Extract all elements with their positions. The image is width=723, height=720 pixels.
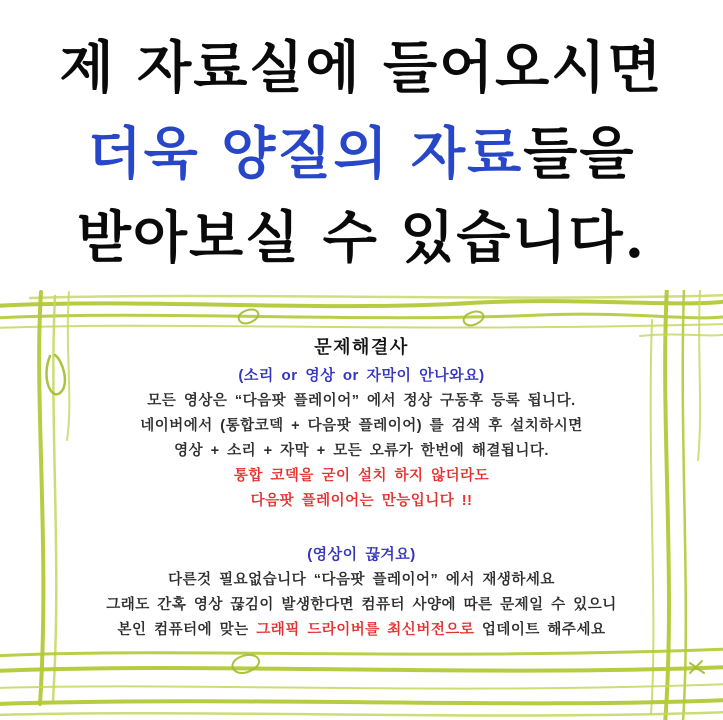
notice-title: 문제해결사 [314, 337, 409, 357]
section2-line-2: 그래도 간혹 영상 끊김이 발생한다면 컴퓨터 사양에 따른 문제일 수 있으니 [106, 597, 617, 613]
header-text [0, 0, 723, 290]
notice-content [0, 336, 723, 645]
section1-red-line-2: 다음팟 플레이어는 만능입니다 !! [250, 493, 473, 509]
header-line-1 [0, 24, 723, 104]
header-line-1-text: 제 자료실에 들어오시면 [59, 35, 664, 101]
section1-line-2: 네이버에서 (통합코덱 + 다음팟 플레이어) 를 검색 후 설치하시면 [140, 418, 583, 434]
header-line-2 [0, 110, 723, 190]
header-line-3 [0, 194, 723, 274]
section1-line-3: 영상 + 소리 + 자막 + 모든 오류가 한번에 해결됩니다. [174, 443, 549, 459]
section2-line-3-prefix: 본인 컴퓨터에 맞는 [117, 622, 257, 638]
section2-line-3 [0, 620, 723, 640]
notice-box [0, 290, 723, 720]
section1-line-1: 모든 영상은 “다음팟 플레이어” 에서 정상 구동후 등록 됩니다. [147, 393, 576, 409]
header-line-2-black-text: 들을 [523, 121, 636, 187]
section2-heading: (영상이 끊겨요) [307, 546, 416, 563]
header-line-2-blue-text: 더욱 양질의 자료 [87, 121, 524, 187]
section-spacer [0, 516, 723, 545]
section1-red-line-1: 통합 코덱을 굳이 설치 하지 않더라도 [233, 468, 490, 484]
header-line-3-text: 받아보실 수 있습니다. [76, 205, 647, 271]
section2-line-3-red: 그래픽 드라이버를 최신버전으로 [256, 622, 475, 638]
section1-heading: (소리 or 영상 or 자막이 안나와요) [238, 367, 485, 384]
section2-line-1: 다른것 필요없습니다 “다음팟 플레이어” 에서 재생하세요 [168, 572, 555, 588]
section2-line-3-suffix: 업데이트 해주세요 [474, 622, 606, 638]
